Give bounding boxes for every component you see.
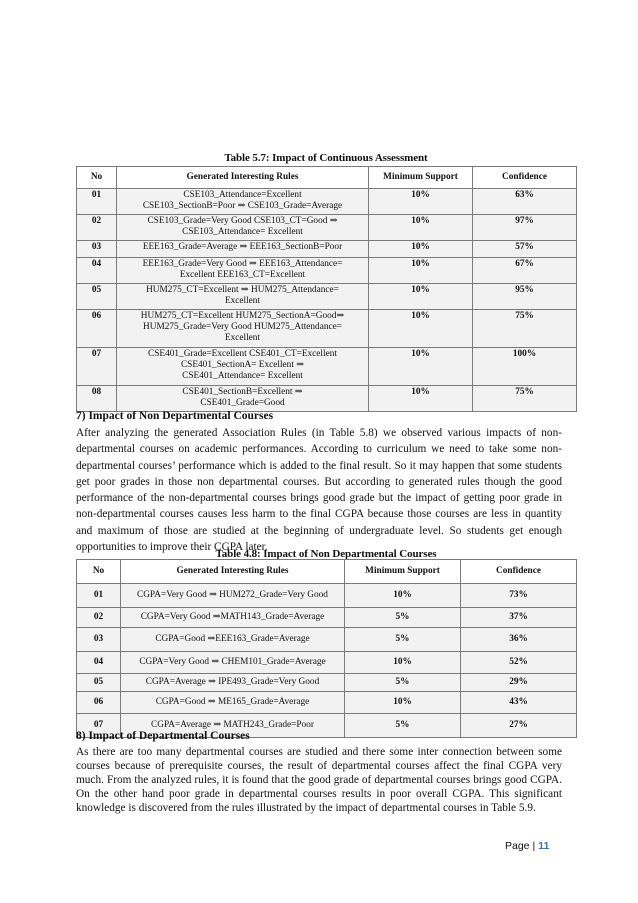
confidence-value: 63%	[473, 189, 577, 215]
table2-header-support: Minimum Support	[345, 560, 461, 584]
row-number: 01	[77, 189, 117, 215]
confidence-value: 29%	[461, 674, 577, 692]
table2-row	[77, 584, 577, 608]
table1-row	[77, 284, 577, 310]
rule-cell	[117, 284, 369, 310]
confidence-value: 36%	[461, 628, 577, 652]
rule-line: CSE103_Attendance= Excellent	[182, 227, 303, 237]
rule-cell: CGPA=Average ⇒ MATH243_Grade=Poor	[121, 714, 345, 738]
rule-cell	[117, 310, 369, 348]
row-number: 08	[77, 386, 117, 412]
table1-header-confidence: Confidence	[473, 167, 577, 189]
row-number: 04	[77, 258, 117, 284]
page-footer	[505, 840, 549, 852]
section8-heading: 8) Impact of Departmental Courses	[76, 730, 250, 742]
page-separator: |	[532, 840, 536, 852]
row-number: 06	[77, 310, 117, 348]
table2-row	[77, 608, 577, 628]
section8-paragraph: As there are too many departmental courses are studied and there some inter connection between some courses because of prerequisite courses, the result of departmental courses affect the final CGPA very much. From the analyzed rules, it is found that the good grade of departmental courses brings good CGPA. On the other hand poor grade in departmental courses results in poor overall CGPA. This significant knowledge is discovered from the rules illustrated by the impact of departmental courses in Table 5.9.	[76, 746, 562, 814]
support-value: 10%	[369, 189, 473, 215]
rule-line: HUM275_CT=Excellent HUM275_SectionA=Good⇒	[140, 311, 345, 321]
table1-row	[77, 189, 577, 215]
row-number: 02	[77, 608, 121, 628]
table1-row	[77, 386, 577, 412]
page-number: 11	[538, 840, 550, 852]
rule-line: CSE401_Attendance= Excellent	[182, 371, 303, 381]
table2-caption: Table 4.8: Impact of Non Departmental Courses	[215, 548, 437, 560]
rule-cell	[117, 189, 369, 215]
table1-header-row	[77, 167, 577, 189]
support-value: 10%	[369, 348, 473, 386]
section7-paragraph: After analyzing the generated Association Rules (in Table 5.8) we observed various impacts of non-departmental courses on academic performances. According to curriculum we need to take some non-departmental courses’ performance which is added to the final result. So it may happen that some students get poor grades in those non departmental courses. But according to generated rules though the good performance of the non-departmental courses brings good grade but the impact of getting poor grade in non-departmental courses causes less harm to the final CGPA because those courses are less in quantity and maximum of those are studied at the beginning of undergraduate level. So students get enough opportunities to improve their CGPA later.	[76, 427, 562, 554]
table2-header-no: No	[77, 560, 121, 584]
rule-line: CSE401_Grade=Excellent CSE401_CT=Excellent	[148, 349, 337, 359]
rule-line: CSE103_SectionB=Poor ⇒ CSE103_Grade=Average	[142, 201, 343, 211]
row-number: 03	[77, 241, 117, 258]
rule-cell	[117, 386, 369, 412]
rule-cell	[117, 258, 369, 284]
table2-row	[77, 692, 577, 714]
rule-line: HUM275_Grade=Very Good HUM275_Attendance=	[143, 322, 342, 332]
row-number: 06	[77, 692, 121, 714]
row-number: 07	[77, 348, 117, 386]
rule-line: CSE103_Grade=Very Good CSE103_CT=Good ⇒	[147, 216, 338, 226]
support-value: 10%	[369, 258, 473, 284]
table1-header-no: No	[77, 167, 117, 189]
row-number: 05	[77, 674, 121, 692]
support-value: 10%	[369, 386, 473, 412]
confidence-value: 75%	[473, 386, 577, 412]
table1	[76, 166, 577, 412]
row-number: 04	[77, 652, 121, 674]
row-number: 02	[77, 215, 117, 241]
confidence-value: 97%	[473, 215, 577, 241]
row-number: 01	[77, 584, 121, 608]
support-value: 5%	[345, 608, 461, 628]
table1-caption: Table 5.7: Impact of Continuous Assessment	[224, 152, 428, 164]
confidence-value: 37%	[461, 608, 577, 628]
rule-line: CSE401_SectionA= Excellent ⇒	[180, 360, 305, 370]
rule-cell	[117, 348, 369, 386]
rule-line: EEE163_Grade=Average ⇒ EEE163_SectionB=Poor	[142, 242, 343, 252]
confidence-value: 95%	[473, 284, 577, 310]
row-number: 03	[77, 628, 121, 652]
row-number: 07	[77, 714, 121, 738]
table2-row	[77, 652, 577, 674]
table2-header-rules: Generated Interesting Rules	[121, 560, 345, 584]
rule-cell: CGPA=Very Good ⇒ HUM272_Grade=Very Good	[121, 584, 345, 608]
support-value: 10%	[345, 584, 461, 608]
rule-line: Excellent	[224, 296, 261, 306]
table1-row	[77, 348, 577, 386]
confidence-value: 73%	[461, 584, 577, 608]
table2	[76, 559, 577, 738]
table1-row	[77, 258, 577, 284]
rule-line: CSE401_Grade=Good	[200, 398, 285, 408]
table1-row	[77, 241, 577, 258]
page-label: Page	[505, 840, 530, 852]
rule-line: EEE163_Grade=Very Good ⇒ EEE163_Attendance=	[142, 259, 343, 269]
table1-header-support: Minimum Support	[369, 167, 473, 189]
table2-row	[77, 674, 577, 692]
support-value: 10%	[345, 692, 461, 714]
confidence-value: 43%	[461, 692, 577, 714]
rule-cell: CGPA=Good ⇒ ME165_Grade=Average	[121, 692, 345, 714]
confidence-value: 27%	[461, 714, 577, 738]
table2-header-confidence: Confidence	[461, 560, 577, 584]
support-value: 5%	[345, 714, 461, 738]
support-value: 5%	[345, 628, 461, 652]
confidence-value: 100%	[473, 348, 577, 386]
confidence-value: 57%	[473, 241, 577, 258]
table1-row	[77, 310, 577, 348]
rule-cell	[117, 241, 369, 258]
row-number: 05	[77, 284, 117, 310]
rule-cell: CGPA=Average ⇒ IPE493_Grade=Very Good	[121, 674, 345, 692]
rule-line: Excellent EEE163_CT=Excellent	[179, 270, 306, 280]
rule-line: CSE401_SectionB=Excellent ⇒	[182, 387, 303, 397]
support-value: 10%	[345, 652, 461, 674]
confidence-value: 52%	[461, 652, 577, 674]
table1-header-rules: Generated Interesting Rules	[117, 167, 369, 189]
rule-cell: CGPA=Good ⇒EEE163_Grade=Average	[121, 628, 345, 652]
support-value: 10%	[369, 241, 473, 258]
table2-row	[77, 628, 577, 652]
table1-row	[77, 215, 577, 241]
confidence-value: 75%	[473, 310, 577, 348]
rule-line: CSE103_Attendance=Excellent	[183, 190, 302, 200]
rule-cell	[117, 215, 369, 241]
rule-cell: CGPA=Very Good ⇒ CHEM101_Grade=Average	[121, 652, 345, 674]
support-value: 10%	[369, 284, 473, 310]
section7-heading: 7) Impact of Non Departmental Courses	[76, 410, 274, 422]
confidence-value: 67%	[473, 258, 577, 284]
support-value: 5%	[345, 674, 461, 692]
rule-line: HUM275_CT=Excellent ⇒ HUM275_Attendance=	[146, 285, 339, 295]
support-value: 10%	[369, 215, 473, 241]
rule-cell: CGPA=Very Good ⇒MATH143_Grade=Average	[121, 608, 345, 628]
support-value: 10%	[369, 310, 473, 348]
rule-line: Excellent	[224, 333, 261, 343]
table2-header-row	[77, 560, 577, 584]
